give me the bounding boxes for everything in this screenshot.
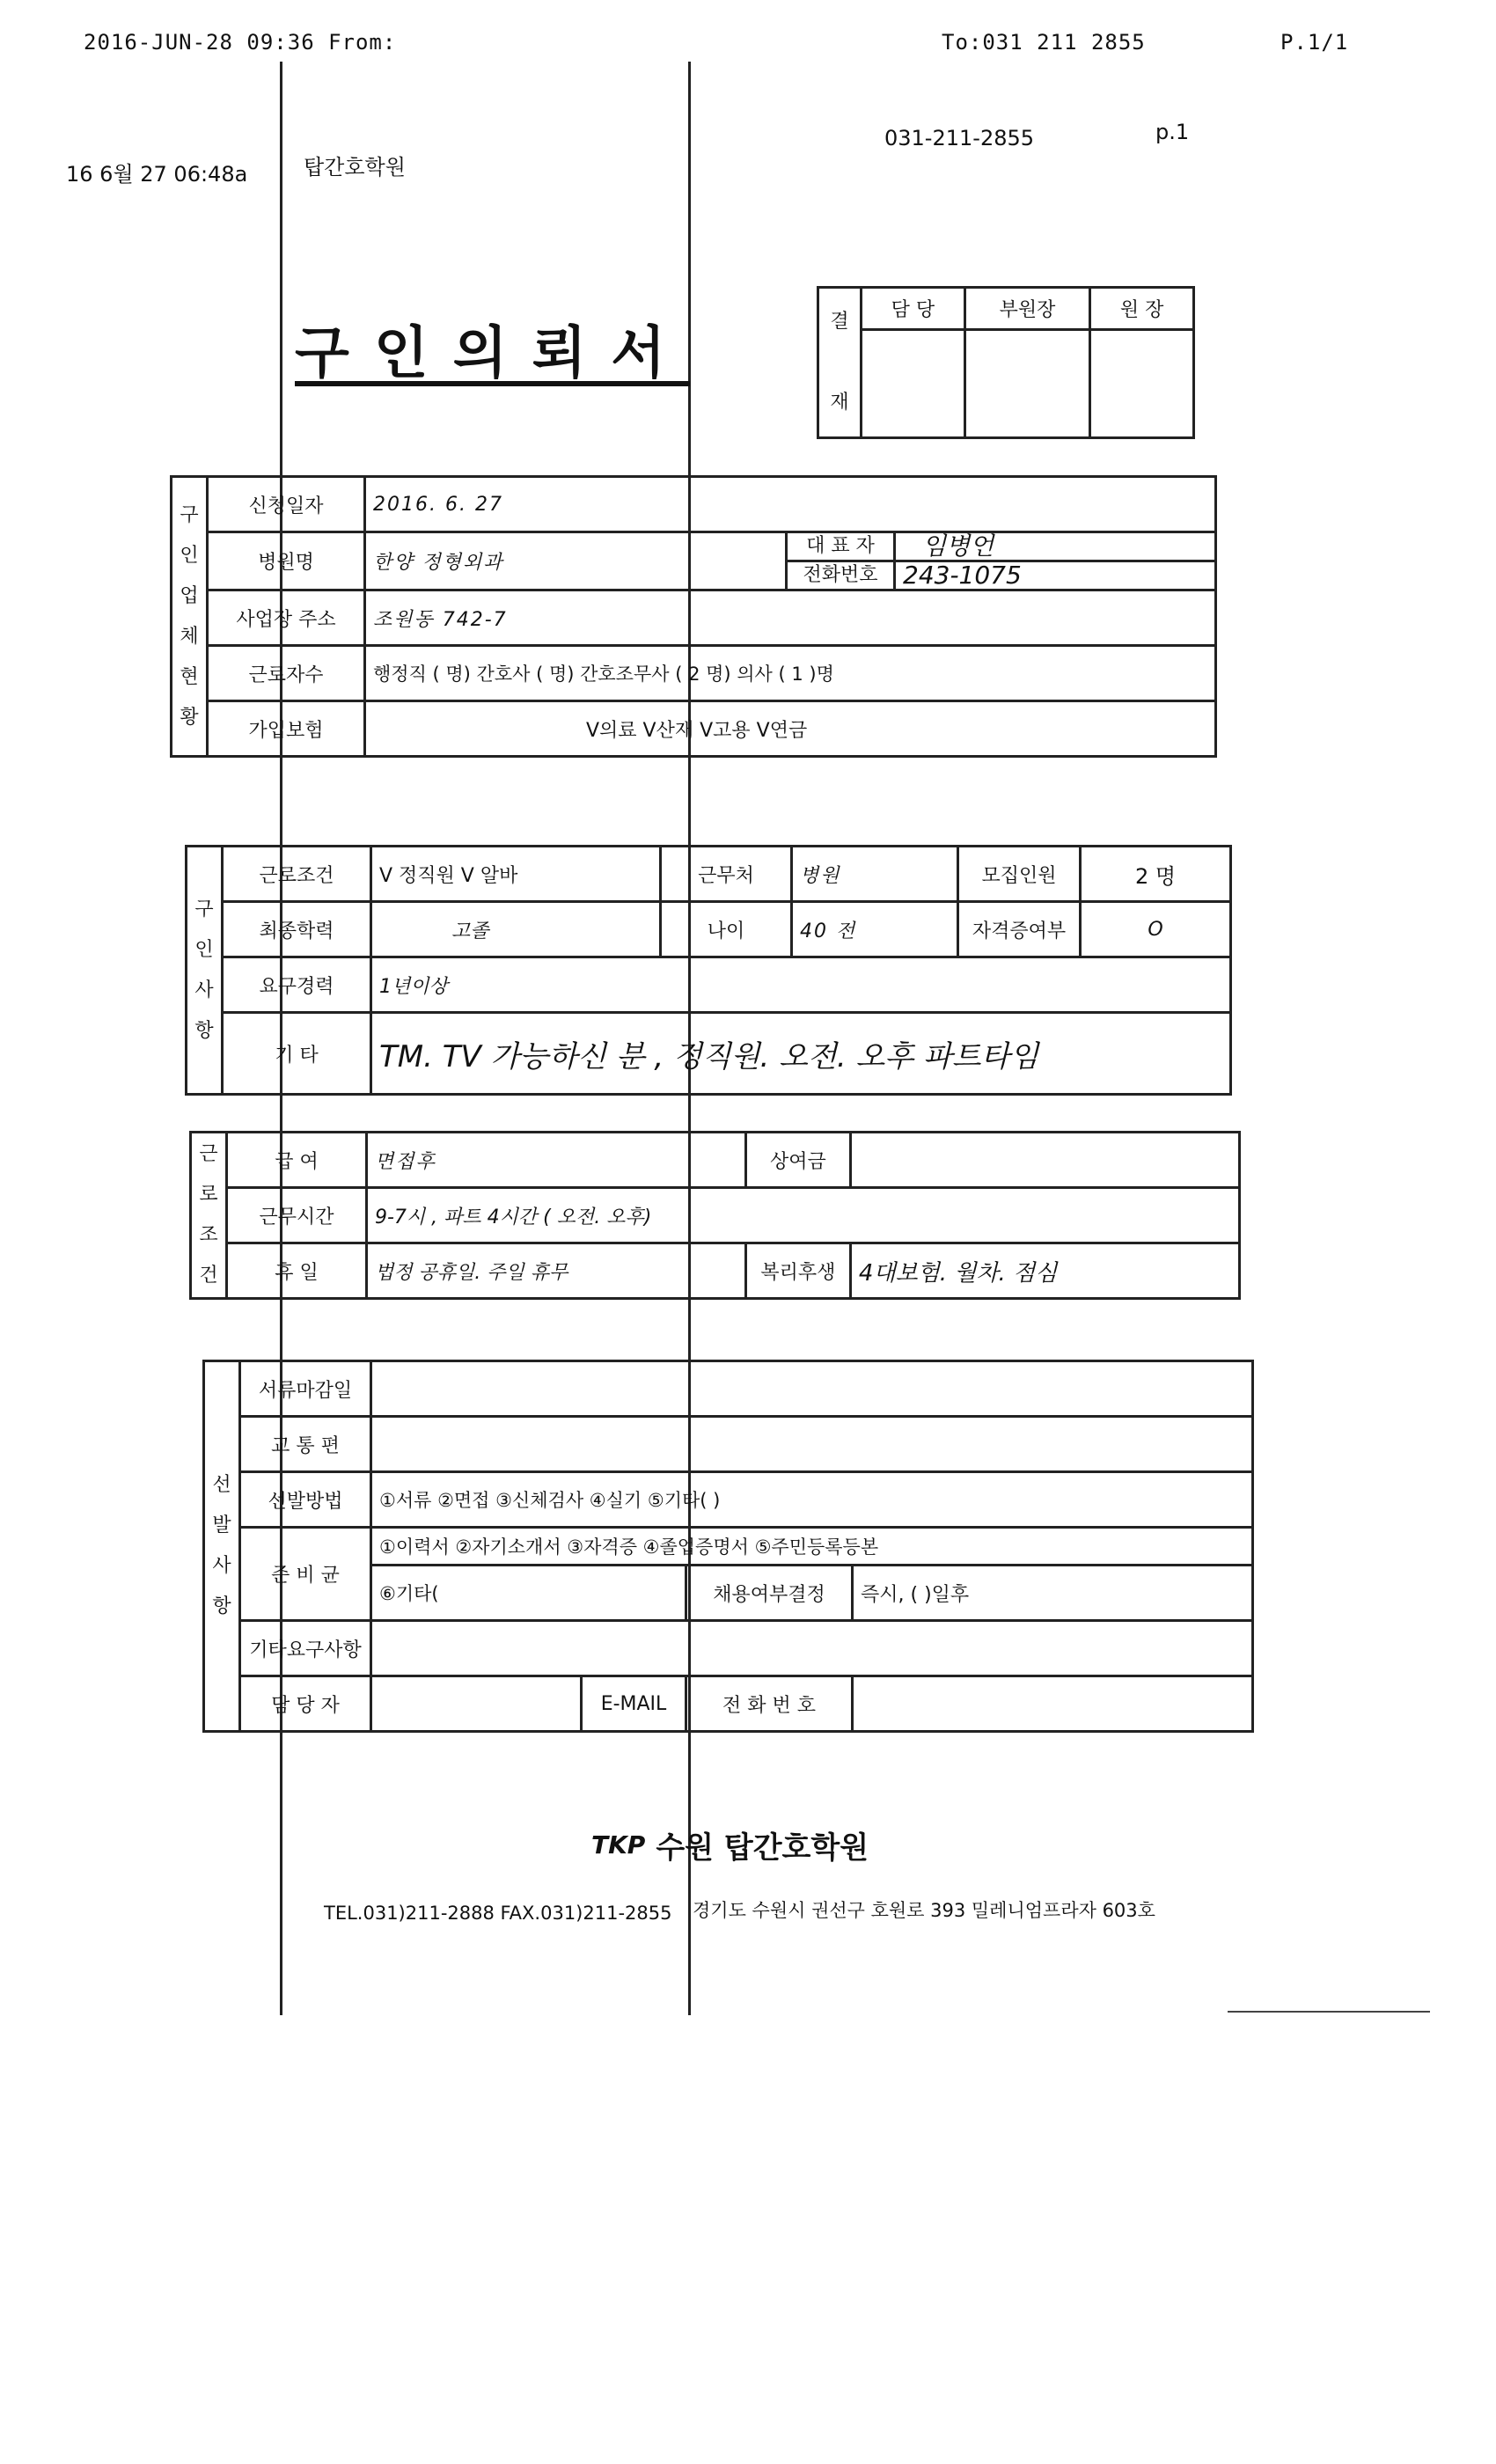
conditions-label: 근로조건 — [223, 847, 371, 902]
insurance-label: 가입보험 — [208, 701, 365, 757]
footer-address: 경기도 수원시 권선구 호원로 393 밀레니엄프라자 603호 — [693, 1900, 1155, 1921]
approval-col-vice: 부원장 — [964, 288, 1089, 330]
approval-sign-2 — [964, 330, 1089, 438]
hire-label: 채용여부결정 — [686, 1566, 853, 1621]
rep-phone-values — [895, 532, 1216, 590]
career-label: 요구경력 — [223, 957, 371, 1013]
education-label: 최종학력 — [223, 902, 371, 957]
license-value: O — [1081, 902, 1231, 957]
docs-line-2: ⑥기타( — [371, 1566, 686, 1621]
company-side-label: 구 인 업 체 현 황 — [172, 477, 208, 757]
other-value — [371, 1621, 1253, 1676]
footer-academy — [591, 1823, 869, 1866]
approval-col-director: 원 장 — [1090, 288, 1194, 330]
etc-label: 기 타 — [223, 1013, 371, 1095]
hours-value: 9-7시 , 파트 4시간 ( 오전. 오후) — [367, 1188, 1240, 1243]
holiday-value: 법정 공휴일. 주일 휴무 — [367, 1243, 746, 1299]
approval-sign-3 — [1090, 330, 1194, 438]
hire-value: 즉시, ( )일후 — [853, 1566, 1253, 1621]
fax-header2-page: p.1 — [1155, 120, 1190, 144]
workplace-label: 근무처 — [661, 847, 792, 902]
license-label: 자격증여부 — [958, 902, 1081, 957]
job-side-label: 구 인 사 항 — [187, 847, 223, 1095]
holiday-label: 휴 일 — [227, 1243, 367, 1299]
insurance-value: V의료 V산재 V고용 V연금 — [365, 701, 1216, 757]
transport-value — [371, 1417, 1253, 1472]
selection-section — [202, 1360, 1254, 1733]
hours-label: 근무시간 — [227, 1188, 367, 1243]
tel-label: 전 화 번 호 — [686, 1676, 853, 1732]
tel-value — [853, 1676, 1253, 1732]
age-label: 나이 — [661, 902, 792, 957]
method-label: 선발방법 — [240, 1472, 371, 1528]
work-section — [189, 1131, 1241, 1300]
welfare-label: 복리후생 — [745, 1243, 850, 1299]
approval-col-manager: 담 당 — [862, 288, 965, 330]
fax-header2-sender: 탑간호학원 — [304, 155, 406, 180]
apply-date-value: 2016. 6. 27 — [365, 477, 1216, 532]
corner-dash-line — [1228, 2011, 1430, 2013]
deadline-label: 서류마감일 — [240, 1361, 371, 1417]
job-section — [185, 845, 1232, 1096]
fax-header-left: 2016-JUN-28 09:36 From: — [84, 30, 397, 55]
hospital-value: 한양 정형외과 — [365, 532, 787, 590]
address-label: 사업장 주소 — [208, 590, 365, 646]
fax-header2-time: 16 6월 27 06:48a — [66, 162, 248, 187]
academy-name: 수원 탑간호학원 — [656, 1830, 869, 1866]
manager-value — [371, 1676, 582, 1732]
workplace-value: 병원 — [792, 847, 958, 902]
workers-label: 근로자수 — [208, 646, 365, 701]
company-section — [170, 475, 1217, 758]
deadline-value — [371, 1361, 1253, 1417]
approval-side: 결 재 — [818, 288, 862, 438]
email-label: E-MAIL — [582, 1676, 686, 1732]
method-value: ①서류 ②면접 ③신체검사 ④실기 ⑤기타( ) — [371, 1472, 1253, 1528]
rep-label: 대 표 자 — [788, 533, 893, 562]
education-value: 고졸 — [371, 902, 661, 957]
phone-value: 243-1075 — [903, 561, 1022, 590]
welfare-value: 4대보험. 월차. 점심 — [850, 1243, 1239, 1299]
rep-value: 임병언 — [896, 533, 1214, 562]
phone-label: 전화번호 — [803, 564, 878, 586]
fax-header2-phone: 031-211-2855 — [884, 126, 1035, 150]
academy-logo: TKP — [591, 1830, 646, 1859]
etc-value: TM. TV 가능하신 분 , 정직원. 오전. 오후 파트타임 — [371, 1013, 1231, 1095]
address-value: 조원동 742-7 — [365, 590, 1216, 646]
manager-label: 담 당 자 — [240, 1676, 371, 1732]
docs-line-1: ①이력서 ②자기소개서 ③자격증 ④졸업증명서 ⑤주민등록등본 — [371, 1528, 1253, 1566]
fax-header-to: To:031 211 2855 — [942, 30, 1146, 55]
document-title: 구인의뢰서 — [295, 321, 691, 386]
work-side-label: 근 로 조 건 — [191, 1133, 227, 1299]
docs-label: 준 비 균 — [240, 1528, 371, 1621]
bonus-label: 상여금 — [745, 1133, 850, 1188]
salary-label: 급 여 — [227, 1133, 367, 1188]
bonus-value — [850, 1133, 1239, 1188]
rep-phone-labels — [787, 532, 895, 590]
approval-sign-1 — [862, 330, 965, 438]
footer-contact: TEL.031)211-2888 FAX.031)211-2855 — [324, 1903, 672, 1924]
conditions-value: V 정직원 V 알바 — [371, 847, 661, 902]
other-label: 기타요구사항 — [240, 1621, 371, 1676]
career-value: 1년이상 — [371, 957, 1231, 1013]
workers-value: 행정직 ( 명) 간호사 ( 명) 간호조무사 ( 2 명) 의사 ( 1 )명 — [365, 646, 1216, 701]
apply-date-label: 신청일자 — [208, 477, 365, 532]
salary-value: 면접후 — [367, 1133, 746, 1188]
fax-header-page: P.1/1 — [1280, 30, 1349, 55]
recruit-label: 모집인원 — [958, 847, 1081, 902]
selection-side-label: 선 발 사 항 — [204, 1361, 240, 1732]
transport-label: 교 통 편 — [240, 1417, 371, 1472]
hospital-label: 병원명 — [208, 532, 365, 590]
recruit-value: 2 명 — [1081, 847, 1231, 902]
approval-box — [817, 286, 1195, 439]
age-value: 40 전 — [792, 902, 958, 957]
